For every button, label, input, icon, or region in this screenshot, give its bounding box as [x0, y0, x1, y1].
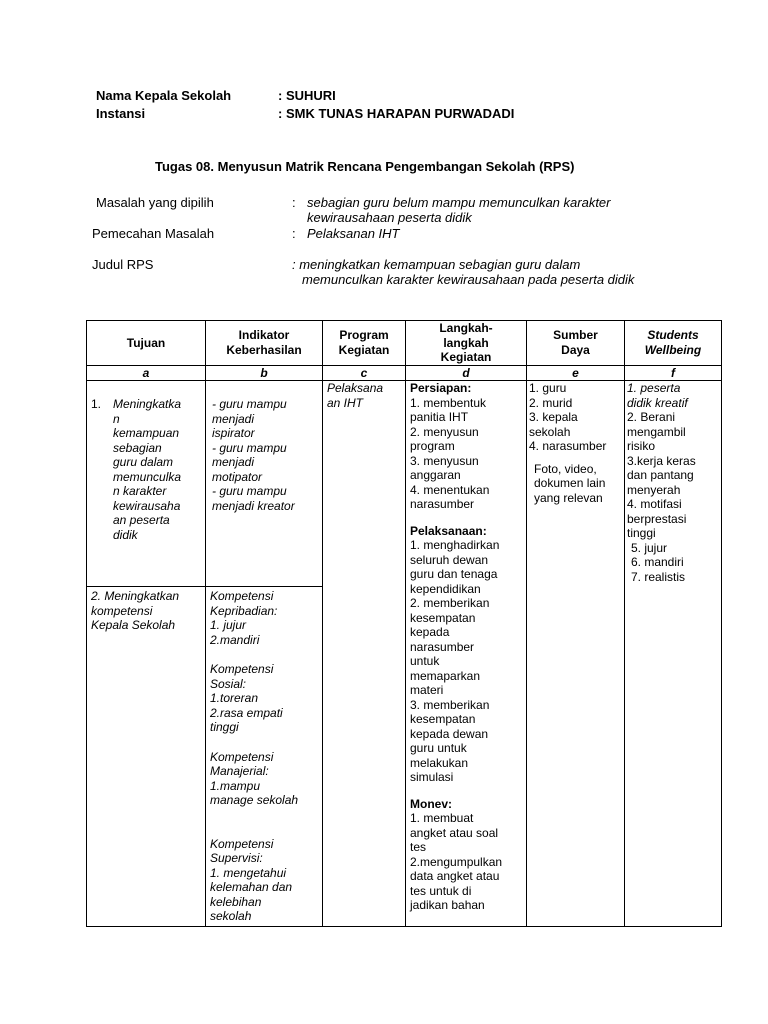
table-header-row: [87, 321, 722, 366]
tujuan-1-text: Meningkatka n kemampuan sebagian guru dalam memunculka n karakter kewirausaha an peserta didik: [113, 397, 182, 542]
tujuan-1-cell: [87, 381, 206, 587]
monev-title: Monev:: [410, 796, 452, 811]
header-sumber: Sumber Daya: [527, 321, 625, 366]
letter-a: a: [87, 365, 206, 381]
table-row: [87, 381, 722, 587]
indikator-2-cell: [206, 587, 323, 927]
letter-f: f: [625, 365, 722, 381]
persiapan-items: 1. membentuk panitia IHT 2. menyusun program 3. menyusun anggaran 4. menentukan narasumber: [410, 395, 490, 511]
letter-e: e: [527, 365, 625, 381]
masalah-colon: :: [292, 195, 296, 210]
program-cell: [323, 381, 406, 927]
tujuan-2-cell: [87, 587, 206, 927]
header-students: Students Wellbeing: [625, 321, 722, 366]
masalah-line1: sebagian guru belum mampu memunculkan karakter: [307, 195, 611, 210]
header-indikator: Indikator Keberhasilan: [206, 321, 323, 366]
program-text: Pelaksana an IHT: [327, 381, 384, 410]
letter-b: b: [206, 365, 323, 381]
sumber-list: 1. guru 2. murid 3. kepala sekolah 4. narasumber: [529, 381, 607, 453]
pemecahan-colon: :: [292, 226, 296, 241]
kepala-label: Nama Kepala Sekolah: [96, 88, 232, 103]
masalah-line2: kewirausahaan peserta didik: [307, 210, 472, 225]
pelaksanaan-title: Pelaksanaan:: [410, 523, 487, 538]
judul-line2: memunculkan karakter kewirausahaan pada peserta didik: [302, 272, 635, 287]
komp-supervisi: Kompetensi Supervisi: 1. mengetahui kelemahan dan kelebihan sekolah: [210, 836, 293, 923]
komp-manajerial: Kompetensi Manajerial: 1.mampu manage sekolah: [210, 749, 299, 807]
instansi-label: Instansi: [96, 106, 146, 121]
indikator-1-cell: [206, 381, 323, 587]
header-tujuan: Tujuan: [87, 321, 206, 366]
langkah-cell: [406, 381, 527, 927]
students-sub-items: 5. jujur 6. mandiri 7. realistis: [631, 540, 686, 584]
instansi-value: : SMK TUNAS HARAPAN PURWADADI: [278, 106, 515, 121]
persiapan-title: Persiapan:: [410, 381, 472, 395]
judul-label: Judul RPS: [92, 257, 154, 272]
sumber-cell: [527, 381, 625, 927]
monev-items: 1. membuat angket atau soal tes 2.mengumpulkan data angket atau tes untuk di jadikan bahan: [410, 811, 503, 912]
header-program: Program Kegiatan: [323, 321, 406, 366]
tujuan-1-number: 1.: [91, 397, 102, 411]
indikator-1-text: - guru mampu menjadi ispirator - guru mampu menjadi motipator - guru mampu menjadi kreator: [212, 397, 295, 513]
letters-row: [87, 365, 722, 381]
tujuan-2-text: 2. Meningkatkan kompetensi Kepala Sekolah: [91, 589, 180, 632]
komp-kepribadian: Kompetensi Kepribadian: 1. jujur 2.mandiri: [210, 589, 278, 647]
pemecahan-value: Pelaksanan IHT: [307, 226, 400, 241]
judul-line1: : meningkatkan kemampuan sebagian guru dalam: [292, 257, 581, 272]
pemecahan-label: Pemecahan Masalah: [92, 226, 215, 241]
header-langkah: Langkah- langkah Kegiatan: [406, 321, 527, 366]
masalah-label: Masalah yang dipilih: [96, 195, 214, 210]
students-cell: [625, 381, 722, 927]
letter-c: c: [323, 365, 406, 381]
students-items: 2. Berani mengambil risiko 3.kerja keras dan pantang menyerah 4. motifasi berprestasi tinggi: [627, 410, 696, 540]
page-title: Tugas 08. Menyusun Matrik Rencana Pengembangan Sekolah (RPS): [155, 159, 575, 174]
rps-matrix-table: [86, 320, 722, 927]
sumber-extra: Foto, video, dokumen lain yang relevan: [534, 461, 606, 505]
kepala-value: : SUHURI: [278, 88, 336, 103]
letter-d: d: [406, 365, 527, 381]
pelaksanaan-items: 1. menghadirkan seluruh dewan guru dan tenaga kependidikan 2. memberikan kesempatan kepada narasumber untuk memaparkan materi 3. memberikan kesempatan kepada dewan guru untuk melakukan simulasi: [410, 538, 500, 784]
students-item-1: 1. peserta didik kreatif: [627, 381, 688, 410]
komp-sosial: Kompetensi Sosial: 1.toreran 2.rasa empati tinggi: [210, 662, 283, 734]
